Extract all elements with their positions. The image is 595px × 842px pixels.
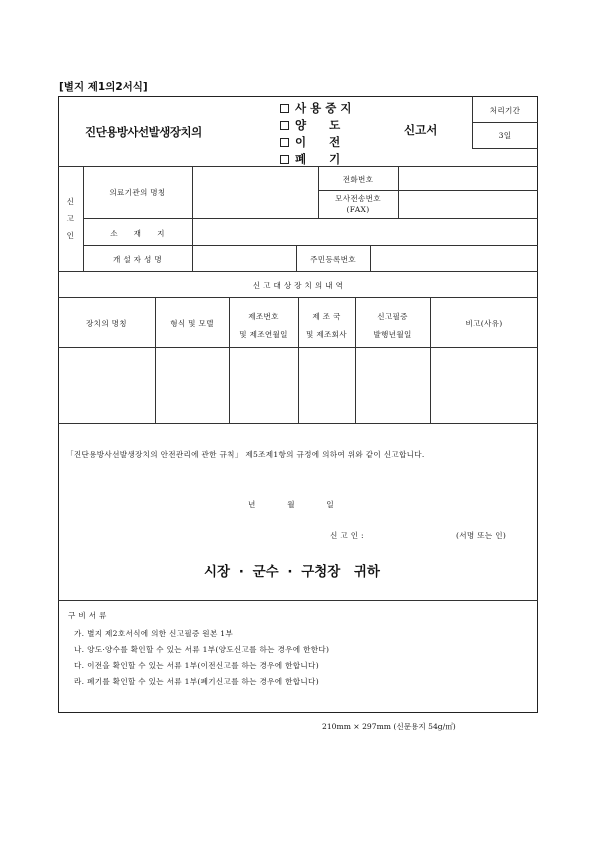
address-label: 소 재 지 [110,229,165,238]
col-remarks: 비고(사유) [465,319,503,328]
col-certificate-date: 신고필증 발행년월일 [373,312,412,339]
checkbox-icon[interactable] [280,121,289,130]
processing-period-value: 3일 [498,131,512,140]
option-transfer[interactable]: 양 도 [280,117,340,133]
device-row-entry[interactable] [60,349,536,421]
checkbox-icon[interactable] [280,138,289,147]
document-item: 라. 폐기를 확인할 수 있는 서류 1부(폐기신고를 하는 경우에 한합니다) [74,677,319,686]
founder-name-label: 개 설 자 성 명 [112,255,163,264]
col-model: 형식 및 모델 [170,319,214,328]
processing-period-label: 처리기간 [489,106,521,115]
document-item: 다. 이전을 확인할 수 있는 서류 1부(이전신고를 하는 경우에 한합니다) [74,661,319,670]
document-item: 나. 양도·양수를 확인할 수 있는 서류 1부(양도신고를 하는 경우에 한한다) [74,645,330,654]
col-serial-date: 제조번호 및 제조연월일 [239,312,288,339]
option-suspend-use[interactable]: 사 용 중 지 [280,100,351,116]
institution-name-label: 의료기관의 명칭 [109,188,166,197]
addressee: 시장 · 군수 · 구청장 귀하 [204,564,380,580]
checkbox-icon[interactable] [280,155,289,164]
device-details-title: 신 고 대 상 장 치 의 내 역 [252,281,344,290]
paper-spec-footer: 210mm × 297mm (신문용지 54g/㎡) [322,722,456,731]
resident-number-label: 주민등록번호 [310,255,356,264]
col-device-name: 장치의 명칭 [86,319,127,328]
fax-label: 모사전송번호 (FAX) [335,194,381,214]
documents-title: 구 비 서 류 [68,611,107,620]
institution-name-field[interactable] [194,168,316,216]
signer-field[interactable] [385,526,445,540]
signature-note: (서명 또는 인) [456,531,507,540]
signer-label: 신 고 인 : [330,531,364,540]
declaration-text: 「진단용방사선발생장치의 안전관리에 관한 규칙」 제5조제1항의 규정에 의하여 위와 같이 신고합니다. [66,450,425,459]
fax-field[interactable] [400,192,536,216]
document-item: 가. 별지 제2호서식에 의한 신고필증 원본 1부 [74,629,234,638]
founder-name-field[interactable] [194,247,294,269]
address-field[interactable] [194,220,536,243]
date-line: 년 월 일 [248,500,335,509]
col-country-maker: 제 조 국 및 제조회사 [306,312,347,339]
resident-number-field[interactable] [372,247,536,269]
form-title: 진단용방사선발생장치의 [85,125,202,139]
option-disposal[interactable]: 폐 기 [280,151,340,167]
checkbox-icon[interactable] [280,104,289,113]
report-word: 신고서 [404,123,438,137]
form-number-label: [별지 제1의2서식] [59,81,148,93]
option-relocation[interactable]: 이 전 [280,134,340,150]
phone-field[interactable] [400,168,536,188]
reporter-section-label: 신 고 인 [66,197,75,240]
phone-label: 전화번호 [342,175,374,184]
